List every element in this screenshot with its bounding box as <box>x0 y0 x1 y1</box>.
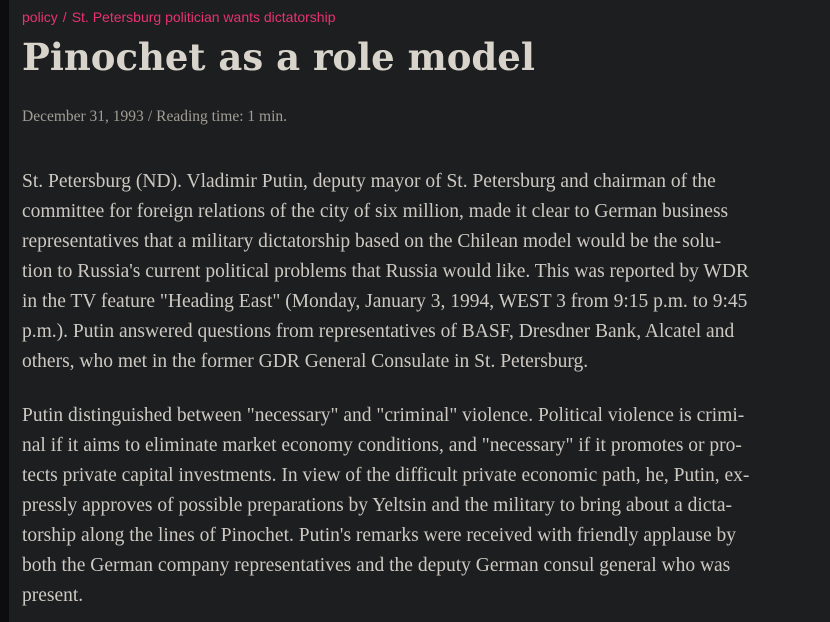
body-line: committee for foreign relations of the city of six million, made it clear to German business <box>22 201 729 222</box>
breadcrumb <box>22 7 336 27</box>
body-line: tion to Russia's current political problems that Russia would like. This was reported by WDR <box>22 261 749 282</box>
breadcrumb-category-link[interactable]: policy <box>22 9 58 25</box>
breadcrumb-current-page-link[interactable]: St. Petersburg politician wants dictatorship <box>71 9 336 25</box>
body-line: nal if it aims to eliminate market economy conditions, and "necessary" if it promotes or pro- <box>22 435 742 456</box>
body-line: present. <box>22 585 84 606</box>
article-meta <box>22 106 287 128</box>
body-line: torship along the lines of Pinochet. Putin's remarks were received with friendly applause by <box>22 525 736 546</box>
body-line: representatives that a military dictatorship based on the Chilean model would be the solu- <box>22 231 722 252</box>
body-line: others, who met in the former GDR General Consulate in St. Petersburg. <box>22 351 589 372</box>
body-line: in the TV feature "Heading East" (Monday, January 3, 1994, WEST 3 from 9:15 p.m. to 9:45 <box>22 291 748 312</box>
body-line: p.m.). Putin answered questions from representatives of BASF, Dresdner Bank, Alcatel and <box>22 321 735 342</box>
article-paragraph-1 <box>22 167 814 377</box>
body-line: Putin distinguished between "necessary" and "criminal" violence. Political violence is crimi- <box>22 405 745 426</box>
page-left-edge-strip <box>0 0 9 622</box>
breadcrumb-separator: / <box>62 9 67 25</box>
meta-separator: / <box>147 108 153 125</box>
article-date: December 31, 1993 <box>22 108 144 125</box>
article-paragraph-2 <box>22 401 814 611</box>
body-line: St. Petersburg (ND). Vladimir Putin, deputy mayor of St. Petersburg and chairman of the <box>22 171 716 192</box>
body-line: both the German company representatives and the deputy German consul general who was <box>22 555 731 576</box>
article-reading-time: Reading time: 1 min. <box>156 108 287 125</box>
article-title: Pinochet as a role model <box>22 35 535 79</box>
body-line: pressly approves of possible preparations by Yeltsin and the military to bring about a dicta- <box>22 495 732 516</box>
body-line: tects private capital investments. In view of the difficult private economic path, he, Putin, ex- <box>22 465 750 486</box>
